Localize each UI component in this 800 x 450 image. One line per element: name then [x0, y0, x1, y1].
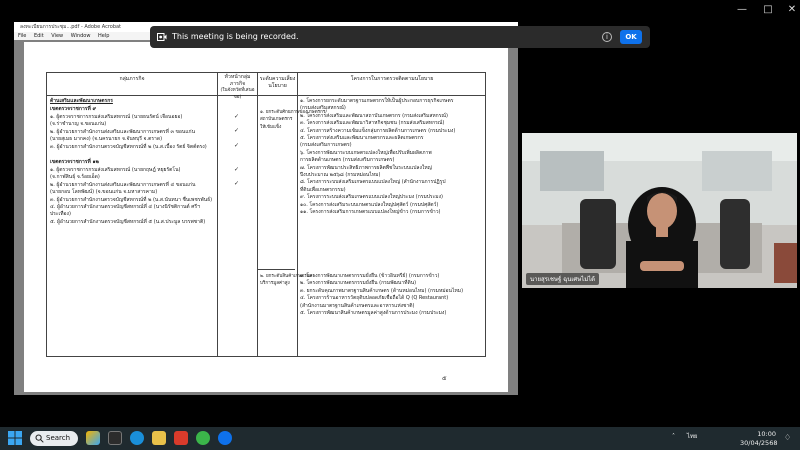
menu-window[interactable]: Window [70, 33, 91, 39]
header-risk: ระดับความเสี่ยงนโยบาย [259, 76, 296, 89]
region9-line: (จ.ร่าชำนาญ จ.ขอนแก่น) [50, 121, 107, 128]
project-line: ๑๐. โครงการส่งเสริมระบบเกษตรแปลงใหญ่ปศุสัตว์ (กรมปศุสัตว์) [300, 201, 439, 208]
risk-a-line: สถาบันเกษตรกร [260, 117, 293, 123]
participant-video-image [522, 133, 797, 288]
language-indicator[interactable]: ไทย [686, 433, 698, 440]
participant-video-tile[interactable] [522, 133, 797, 288]
check-mark: ✓ [234, 180, 240, 187]
region12-line: ๑. ผู้ตรวจราชการกรมส่งเสริมสหกรณ์ (นายกฤษฎ์ หยุยรัตโน) [50, 167, 181, 173]
region9-line: ๑. ผู้ตรวจราชการกรมส่งเสริมสหกรณ์ (นายธนรัตน์ เจือนอยอ) [50, 114, 183, 120]
region9-line: ๓. ผู้อำนวยการสำนักงานตรวจบัญชีสหกรณ์ที่ ๒ (น.ส.เบื้อง รัตย์ จิตต์ตรง) [50, 143, 207, 150]
info-icon[interactable]: i [602, 32, 612, 42]
region9-line: (นายสุเมธ มากคง) (จ.นครนายก จ.จันทบุรี จ.ตราด) [50, 136, 163, 143]
risk-b-line: บริการมูลค่าสูง [260, 281, 290, 287]
maximize-icon[interactable]: □ [763, 4, 773, 15]
clock-date[interactable]: 30/04/2568 [740, 439, 778, 447]
region12-line: ๔. ผู้อำนวยการสำนักงานตรวจบัญชีสหกรณ์ที่ ๔ (นางนิรัชติกานต์ ศรีฯ [50, 204, 200, 210]
project-line: ๙. โครงการระบบส่งเสริมเกษตรแบบแปลงใหญ่ประมง (กรมประมง) [300, 194, 443, 201]
project-line: (กรมส่งเสริมสหกรณ์) [300, 105, 346, 112]
region9-line: ๒. ผู้อำนวยการสำนักงานส่งเสริมและพัฒนาการเกษตรที่ ๓ ขอนแก่น [50, 128, 195, 135]
project-line: ๓. ยกระดับคุณภาพมาตรฐานสินค้าเกษตร (ด้านหม่อนไหม) (กรมหม่อนไหม) [300, 287, 464, 294]
region12-line: ๕. ผู้อำนวยการสำนักงานตรวจบัญชีสหกรณ์ที่ ๕ (น.ส.ประมูล บรรพชาติ) [50, 218, 206, 225]
row-divider [257, 269, 295, 270]
chevron-up-icon[interactable]: ˄ [672, 433, 675, 440]
windows-taskbar [0, 427, 800, 450]
check-mark: ✓ [234, 127, 240, 134]
menu-help[interactable]: Help [98, 33, 110, 39]
file-explorer-icon[interactable] [152, 431, 166, 445]
project-line: การผลิตด้านเกษตร (กรมส่งเสริมการเกษตร) [300, 157, 395, 164]
header-divider [47, 95, 485, 96]
header-head-note: (ในจังหวัดที่เสนอขอ) [220, 88, 255, 100]
shared-screen-pdf-viewer [14, 22, 518, 395]
region12-line: (จ.กาฬสินธุ์ จ.ร้อยเอ็ด) [50, 174, 100, 181]
line-icon[interactable] [196, 431, 210, 445]
recording-notice-banner [150, 26, 650, 48]
project-line: ๑. โครงการยกระดับมาตรฐานเกษตรกรให้เป็นผู้ประกอบการธุรกิจเกษตร [300, 98, 454, 104]
project-line: ๕. โครงการส่งเสริมและพัฒนาเกษตรกรและผลิตเกษตรกร [300, 135, 424, 141]
risk-a-line: ๑. ยกระดับศักยภาพของเกษตรกร/ [260, 110, 327, 115]
zoom-icon[interactable] [218, 431, 232, 445]
taskbar-search[interactable] [30, 431, 78, 446]
project-line: (สำนักงานมาตรฐานสินค้าเกษตรและอาหารแห่งชาติ) [300, 302, 415, 309]
project-line: ๓. โครงการส่งเสริมและพัฒนาวิสาหกิจชุมชน (กรมส่งเสริมสหกรณ์) [300, 120, 445, 127]
project-line: ที่ดินเพื่อเกษตรกรรม) [300, 186, 346, 193]
zoom-title-bar [0, 0, 800, 22]
page-number: ๕ [442, 375, 447, 382]
system-tray[interactable] [672, 431, 697, 441]
project-line: ๔. โครงการร้านอาหารวัตถุดิบปลอดภัยเชื่อถือได้ Q (Q Restaurant) [300, 295, 449, 302]
check-mark: ✓ [234, 113, 240, 120]
header-head: หัวหน้ากลุ่มภารกิจ [224, 74, 251, 87]
edge-icon[interactable] [130, 431, 144, 445]
section-title: ด้านเสริมและพัฒนาเกษตรกร [50, 98, 113, 104]
recording-icon [157, 33, 167, 41]
check-mark: ✓ [234, 166, 240, 173]
app-icon[interactable] [174, 431, 188, 445]
region12-line: ๒. ผู้อำนวยการสำนักงานส่งเสริมและพัฒนาการเกษตรที่ ๔ ขอนแก่น [50, 181, 196, 188]
risk-b-line: ๒. ยกระดับสินค้าเกษตรและ [260, 274, 315, 279]
project-line: ๘. โครงการระบบส่งเสริมเกษตรแบบแปลงใหญ่ (สำนักงานการปฏิรูป [300, 179, 446, 186]
pdf-page [24, 42, 508, 392]
clock-time[interactable]: 10:00 [757, 430, 776, 438]
project-line: (กรมส่งเสริมการเกษตร) [300, 142, 352, 149]
check-mark: ✓ [234, 142, 240, 149]
project-line: ๔. โครงการสร้างความเข้มแข็งกลุ่มการผลิตด้านการเกษตร (กรมประมง) [300, 127, 456, 134]
close-icon[interactable]: ✕ [787, 4, 797, 15]
project-line: ปีงบประมาณ ๒๕๖๘ (กรมหม่อนไหม) [300, 172, 381, 178]
notification-bell-icon[interactable]: ♢ [784, 433, 792, 442]
project-line: ๗. โครงการพัฒนาประสิทธิภาพการผลิตพืชในระบบแปลงใหญ่ [300, 164, 432, 171]
region12-line: (นายกอบ โลหพัฒน์) (จ.ขอนแก่น จ.มหาสารคาม) [50, 189, 158, 196]
participant-name: นายสุรเชษฐ์ ฉุนเศษไม่ได้ [526, 273, 599, 285]
region12-line: ประเทือง) [50, 211, 71, 218]
project-line: ๑๑. โครงการส่งเสริมการเกษตรแบบแปลงใหญ่ข้าว (กรมการข้าว) [300, 209, 441, 215]
project-line: ๖. โครงการพัฒนาระบบเกษตรแปลงใหญ่เพื่อปรับเพิ่มผลิตภาพ [300, 149, 432, 156]
column-divider [217, 73, 218, 356]
policy-table [46, 72, 486, 357]
minimize-icon[interactable]: — [737, 4, 747, 15]
project-line: ๕. โครงการพัฒนาสินค้าเกษตรมูลค่าสูงด้านการประมง (กรมประมง) [300, 310, 447, 316]
task-view-icon[interactable] [108, 431, 122, 445]
recording-notice-text: This meeting is being recorded. [172, 32, 299, 41]
region12-title: เขตตรวจราชการที่ ๑๒ [50, 159, 99, 165]
region12-line: ๓. ผู้อำนวยการสำนักงานตรวจบัญชีสหกรณ์ที่ ๒ (น.ส.นันทนา ชื่นเพชรพันธ์) [50, 196, 213, 203]
menu-file[interactable]: File [18, 33, 27, 39]
project-line: ๒. โครงการส่งเสริมและพัฒนาสถาบันเกษตรกร (กรมส่งเสริมสหกรณ์) [300, 112, 448, 119]
risk-a-line: ให้เข้มแข็ง [260, 124, 282, 130]
header-projects: โครงการในการตรวจติดตามนโยบาย [350, 76, 434, 82]
region9-title: เขตตรวจราชการที่ ๙ [50, 106, 97, 112]
column-divider [257, 73, 258, 356]
ok-button[interactable]: OK [620, 30, 642, 44]
project-line: ๒. โครงการพัฒนาเกษตรกรรมยั่งยืน (กรมพัฒนาที่ดิน) [300, 280, 417, 287]
project-line: ๑. โครงการพัฒนาเกษตรกรรมยั่งยืน (ข้าวอินทรีย์) (กรมการข้าว) [300, 273, 440, 279]
search-label: Search [46, 434, 71, 442]
pdf-window-title: ลงทะเบียนการประชุม...pdf - Adobe Acrobat [14, 22, 518, 32]
widgets-icon[interactable] [86, 431, 100, 445]
search-icon [35, 434, 44, 443]
menu-edit[interactable]: Edit [33, 33, 44, 39]
header-group: กลุ่มภารกิจ [119, 76, 145, 82]
menu-view[interactable]: View [51, 33, 64, 39]
windows-start-icon[interactable] [8, 431, 22, 445]
